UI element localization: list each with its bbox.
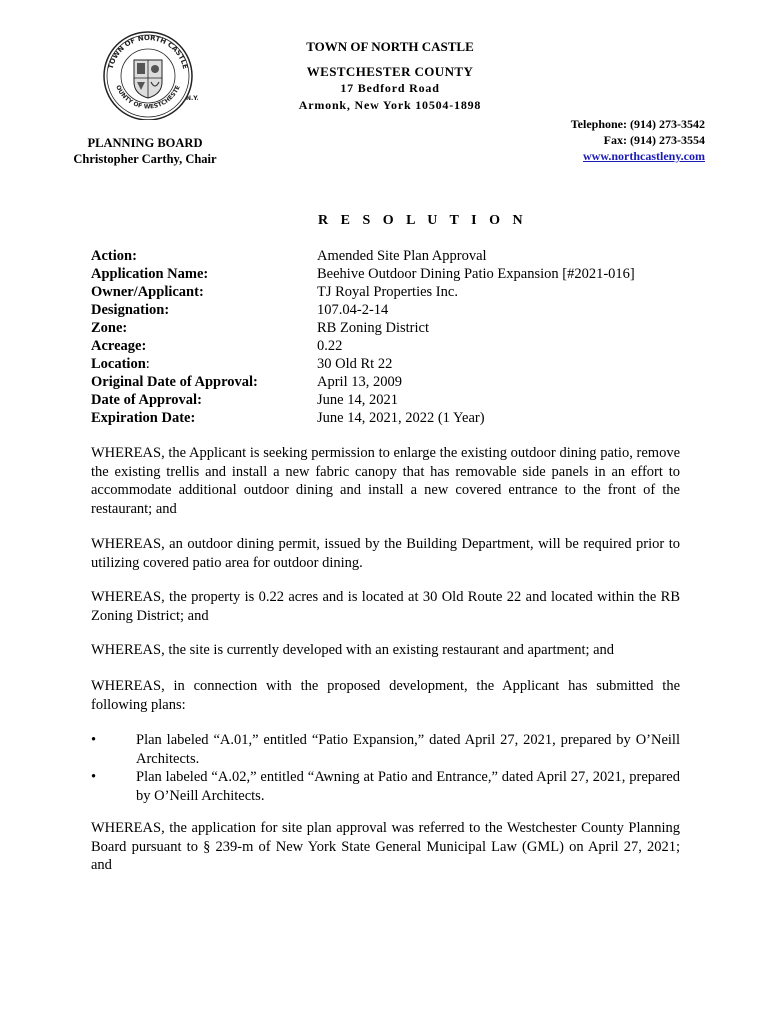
paragraph-text: WHEREAS, the Applicant is seeking permission to enlarge the existing outdoor dining patio, remove the existing trellis and install a new fabric canopy that has removable side panels in an effort to accommodate additional outdoor dining and install a new covered entrance to the front of the restaurant; and [91,445,680,517]
whereas-paragraph [91,677,680,714]
seal-text-bottom: OUNTY OF WESTCHESTE [114,84,182,111]
seal-text-right: N.Y. [186,95,198,102]
field-label: Zone: [91,320,128,336]
field-row [91,301,635,319]
list-item [91,731,680,768]
field-row [91,247,635,265]
paragraph-text: WHEREAS, in connection with the proposed development, the Applicant has submitted the following plans: [91,678,680,713]
field-value: Amended Site Plan Approval [317,248,487,264]
field-label: Owner/Applicant: [91,284,204,300]
field-row [91,391,635,409]
field-label: Date of Approval: [91,392,202,408]
field-label-text: Location [91,356,146,372]
field-label: Application Name: [91,266,209,282]
plans-list [91,731,680,805]
field-label: Original Date of Approval: [91,374,258,390]
field-row [91,283,635,301]
list-item-text: Plan labeled “A.01,” entitled “Patio Expansion,” dated April 27, 2021, prepared by O’Neill Architects. [136,732,680,767]
planning-board-title: PLANNING BOARD [87,136,203,150]
whereas-paragraph [91,588,680,625]
field-label-location [91,355,317,373]
field-row [91,409,635,427]
field-row [91,373,635,391]
bullet: • [91,732,97,748]
header-town: TOWN OF NORTH CASTLE [306,39,474,54]
field-value: TJ Royal Properties Inc. [317,284,458,300]
contact-block [571,116,705,164]
field-value: Beehive Outdoor Dining Patio Expansion [#2021-016] [317,266,635,282]
field-row [91,337,635,355]
field-value: June 14, 2021 [317,392,398,408]
planning-board-chair: Christopher Carthy, Chair [73,152,217,166]
field-label: Acreage: [91,338,147,354]
field-value: April 13, 2009 [317,374,402,390]
telephone: Telephone: (914) 273-3542 [570,117,705,131]
whereas-paragraph [91,819,680,875]
whereas-paragraph [91,444,680,518]
field-label: Action: [91,248,137,264]
field-label: Expiration Date: [91,410,196,426]
planning-board-block [70,135,220,167]
field-row [91,265,635,283]
application-fields [91,247,635,427]
field-row [91,319,635,337]
header-address-street: 17 Bedford Road [340,81,440,95]
field-value: 0.22 [317,338,343,354]
field-value: RB Zoning District [317,320,429,336]
paragraph-text: WHEREAS, the site is currently developed with an existing restaurant and apartment; and [91,642,615,658]
seal-text-top: TOWN OF NORTH CASTLE [106,33,190,70]
field-row [91,355,635,373]
bullet: • [91,769,97,785]
header-address-city: Armonk, New York 10504-1898 [298,98,482,112]
field-value: June 14, 2021, 2022 (1 Year) [317,410,485,426]
header-county: WESTCHESTER COUNTY [306,64,474,79]
paragraph-text: WHEREAS, the application for site plan approval was referred to the Westchester County Planning Board pursuant to § 239-m of New York State General Municipal Law (GML) on April 27, 2021; and [91,820,680,873]
field-label: Designation: [91,302,170,318]
fax: Fax: (914) 273-3554 [603,133,705,147]
paragraph-text: WHEREAS, the property is 0.22 acres and is located at 30 Old Route 22 and located within the RB Zoning District; and [91,589,680,624]
website-link[interactable]: www.northcastleny.com [583,149,705,163]
whereas-paragraph [91,641,680,660]
whereas-paragraph [91,535,680,572]
list-item-text: Plan labeled “A.02,” entitled “Awning at Patio and Entrance,” dated April 27, 2021, prepared by O’Neill Architects. [136,769,680,804]
field-value: 30 Old Rt 22 [317,356,393,372]
paragraph-text: WHEREAS, an outdoor dining permit, issued by the Building Department, will be required prior to utilizing covered patio area for outdoor dining. [91,536,680,571]
resolution-title: R E S O L U T I O N [318,213,528,228]
field-value: 107.04-2-14 [317,302,389,318]
list-item [91,768,680,805]
field-label-colon: : [145,356,150,372]
